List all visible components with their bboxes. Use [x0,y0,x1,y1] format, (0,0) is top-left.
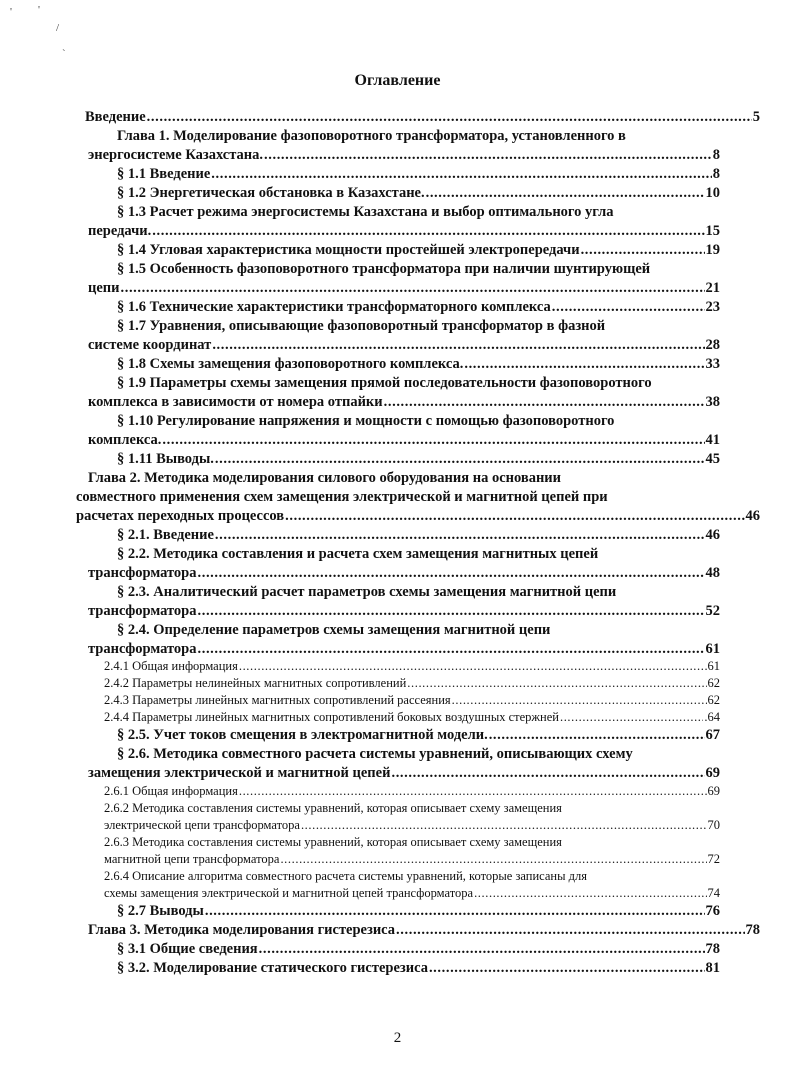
margin-mark: ' [38,4,40,16]
toc-entry-title: § 3.1 Общие сведения [117,941,258,957]
toc-entry-title: § 1.10 Регулирование напряжения и мощности с помощью фазоповоротного [117,413,615,429]
toc-page-number: 10 [705,185,720,201]
toc-entry-title: § 1.2 Энергетическая обстановка в Казахстане. [117,185,425,201]
toc-leader-dots [426,184,705,203]
toc-line [88,640,720,659]
toc-entry-title: § 1.9 Параметры схемы замещения прямой последовательности фазоповоротного [117,375,652,391]
toc-leader-dots [264,146,712,165]
toc-entry-title: § 2.1. Введение [117,527,214,543]
toc-leader-dots [198,640,705,659]
toc-leader-dots [162,431,704,450]
toc-entry-title: комплекса. [88,432,162,448]
toc-entry-title: § 1.8 Схемы замещения фазоповоротного комплекса. [117,356,464,372]
toc-entry-title: 2.4.2 Параметры нелинейных магнитных сопротивлений [104,676,407,690]
toc-entry-title: § 3.2. Моделирование статического гистерезиса [117,960,428,976]
toc-entry-title: совместного применения схем замещения электрической и магнитной цепей при [76,489,608,505]
toc-entry-title: 2.6.2 Методика составления системы уравнений, которая описывает схему замещения [104,801,562,815]
toc-leader-dots [215,450,705,469]
toc-page-number: 15 [705,223,720,239]
toc-page-number: 48 [705,565,720,581]
toc-page-number: 45 [705,451,720,467]
toc-line [117,127,720,146]
toc-entry-title: § 2.5. Учет токов смещения в электромагнитной модели. [117,727,488,743]
toc-leader-dots [384,393,705,412]
toc-page-number: 21 [705,280,720,296]
toc-line [117,203,720,222]
toc-line [117,745,720,764]
toc-leader-dots [280,851,706,868]
toc-leader-dots [407,675,706,692]
toc-line [117,260,758,279]
toc-line [117,355,720,374]
toc-leader-dots [489,726,705,745]
toc-leader-dots [452,692,707,709]
toc-leader-dots [581,241,705,260]
toc-entry-title: комплекса в зависимости от номера отпайки [88,394,383,410]
margin-mark: ' [10,6,12,18]
toc-leader-dots [285,507,744,526]
toc-line [85,108,760,127]
toc-line [104,675,720,692]
toc-page-number: 19 [705,242,720,258]
toc-leader-dots [198,564,705,583]
toc-entry-title: 2.4.3 Параметры линейных магнитных сопротивлений рассеяния [104,693,451,707]
toc-entry-title: замещения электрической и магнитной цепей [88,765,391,781]
toc-leader-dots [259,940,705,959]
toc-entry-title: § 2.3. Аналитический расчет параметров схемы замещения магнитной цепи [117,584,617,600]
toc-entry-title: схемы замещения электрической и магнитной цепей трансформатора [104,886,474,900]
toc-line [117,450,720,469]
toc-page-number: 62 [707,676,720,690]
toc-line [88,602,720,621]
toc-line [117,583,720,602]
toc-line [88,469,720,488]
toc-line [88,222,720,241]
page-title: Оглавление [354,72,441,89]
toc-page-number: 81 [705,960,720,976]
toc-line [88,146,720,165]
toc-line [76,507,760,526]
toc-line [117,526,720,545]
toc-page-number: 33 [705,356,720,372]
toc-leader-dots [239,658,707,675]
toc-page-number: 78 [745,922,760,938]
toc-line [88,431,720,450]
toc-page-number: 61 [705,641,720,657]
toc-line [76,488,720,507]
toc-page-number: .64 [704,710,720,724]
toc-line [117,959,720,978]
toc-line [104,709,720,726]
toc-entry-title: Введение [85,109,146,125]
toc-leader-dots [429,959,705,978]
toc-entry-title: § 2.6. Методика совместного расчета системы уравнений, описывающих схему [117,746,633,762]
toc-entry-title: § 1.5 Особенность фазоповоротного трансформатора при наличии шунтирующей [117,261,651,277]
toc-leader-dots [464,355,704,374]
toc-entry-title: 2.6.4 Описание алгоритма совместного расчета системы уравнений, которые записаны для [104,869,587,883]
toc-leader-dots [239,783,707,800]
toc-entry-title: трансформатора [88,603,197,619]
toc-page-number: 23 [705,299,720,315]
margin-mark: / [56,22,60,34]
toc-line [104,658,720,675]
toc-entry-title: § 2.2. Методика составления и расчета схем замещения магнитных цепей [117,546,599,562]
toc-page-number: 70 [707,818,720,832]
toc-leader-dots [396,921,744,940]
toc-page-number: 61 [707,659,720,673]
toc-line [117,317,720,336]
toc-line [104,817,720,834]
margin-mark: ` [62,48,66,60]
toc-line [88,336,720,355]
toc-leader-dots [212,336,704,355]
toc-leader-dots [215,526,705,545]
toc-page-number: 38 [705,394,720,410]
toc-line [117,412,720,431]
toc-page-number: 72 [707,852,720,866]
page-number: 2 [393,1030,402,1046]
toc-line [104,885,720,902]
toc-line [117,940,720,959]
toc-leader-dots [121,279,705,298]
toc-entry-title: энергосистеме Казахстана. [88,147,264,163]
toc-line [88,921,760,940]
toc-leader-dots [301,817,707,834]
toc-entry-title: электрической цепи трансформатора [104,818,300,832]
toc-entry-title: § 2.4. Определение параметров схемы замещения магнитной цепи [117,622,551,638]
toc-leader-dots [147,108,752,127]
toc-line [117,374,758,393]
toc-line [88,393,720,412]
toc-entry-title: 2.6.1 Общая информация [104,784,238,798]
toc-line [117,241,720,260]
toc-leader-dots [552,298,705,317]
toc-page-number: 52 [705,603,720,619]
toc-line [88,279,720,298]
toc-entry-title: расчетах переходных процессов [76,508,285,524]
toc-line [104,783,720,800]
toc-page-number: 8 [712,166,720,182]
toc-leader-dots [152,222,704,241]
toc-line [117,902,720,921]
toc-entry-title: трансформатора [88,565,197,581]
toc-entry-title: цепи [88,280,120,296]
toc-page-number: 8 [712,147,720,163]
toc-line [117,165,720,184]
toc-entry-title: магнитной цепи трансформатора [104,852,280,866]
toc-line [88,564,720,583]
toc-leader-dots [211,165,711,184]
toc-entry-title: § 1.6 Технические характеристики трансформаторного комплекса [117,299,551,315]
toc-entry-title: § 1.1 Введение [117,166,211,182]
toc-entry-title: § 2.7 Выводы [117,903,204,919]
toc-page-number: 76 [705,903,720,919]
toc-page-number: 62 [707,693,720,707]
toc-line [117,298,720,317]
toc-line [104,692,720,709]
toc-page-number: 74 [707,886,720,900]
toc-page-number: 46 [745,508,760,524]
toc-entry-title: § 1.4 Угловая характеристика мощности простейшей электропередачи [117,242,580,258]
toc-line [104,851,720,868]
toc-line [117,545,720,564]
toc-line [117,621,720,640]
toc-page-number: 67 [705,727,720,743]
toc-entry-title: § 1.3 Расчет режима энергосистемы Казахстана и выбор оптимального угла [117,204,614,220]
toc-line [104,834,720,851]
toc-entry-title: 2.4.4 Параметры линейных магнитных сопротивлений боковых воздушных стержней [104,710,559,724]
toc-entry-title: системе координат [88,337,212,353]
toc-line [88,764,720,783]
toc-page-number: 78 [705,941,720,957]
toc-entry-title: 2.4.1 Общая информация [104,659,238,673]
toc-entry-title: § 1.7 Уравнения, описывающие фазоповоротный трансформатор в фазной [117,318,606,334]
toc-page-number: 28 [705,337,720,353]
toc-line [104,800,720,817]
toc-leader-dots [391,764,704,783]
toc-entry-title: 2.6.3 Методика составления системы уравнений, которая описывает схему замещения [104,835,562,849]
toc-entry-title: Глава 1. Моделирование фазоповоротного трансформатора, установленного в [117,128,626,144]
toc-leader-dots [198,602,705,621]
toc-line [117,726,720,745]
toc-leader-dots [474,885,706,902]
toc-page-number: 46 [705,527,720,543]
toc-entry-title: Глава 3. Методика моделирования гистерезиса [88,922,396,938]
toc-entry-title: § 1.11 Выводы. [117,451,214,467]
toc-page-number: 5 [752,109,760,125]
toc-page-number: 69 [705,765,720,781]
toc-line [104,868,730,885]
toc-line [117,184,720,203]
toc-leader-dots [560,709,703,726]
toc-page-number: 41 [705,432,720,448]
toc-leader-dots [205,902,705,921]
toc-page-number: 69 [707,784,720,798]
toc-entry-title: передачи. [88,223,152,239]
toc-entry-title: трансформатора [88,641,197,657]
toc-entry-title: Глава 2. Методика моделирования силового оборудования на основании [88,470,562,486]
